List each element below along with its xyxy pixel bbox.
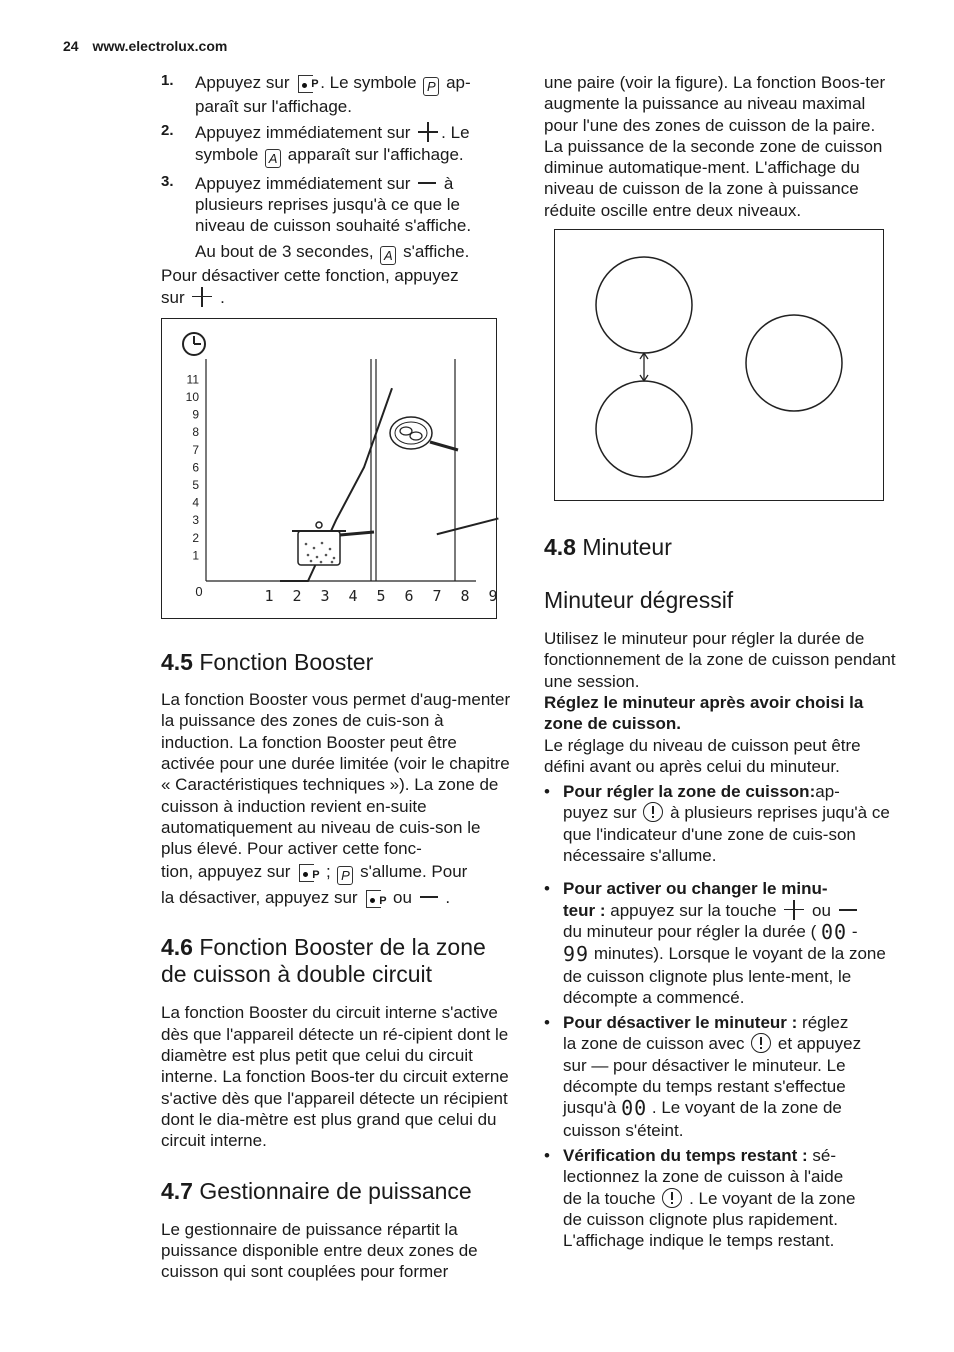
- right-column: [544, 72, 896, 1251]
- display-00: 00: [621, 1096, 648, 1121]
- p-symbol-icon: P: [423, 77, 439, 96]
- section-4-5-title: 4.5 Fonction Booster: [161, 649, 374, 676]
- section-4-8-title: 4.8 Minuteur: [544, 534, 672, 561]
- y-tick-label: 3: [192, 513, 199, 528]
- plus-icon: [192, 287, 212, 307]
- page-header: [63, 38, 237, 54]
- minus-icon: [420, 896, 438, 898]
- x-tick-label: 7: [432, 587, 442, 606]
- x-zero-label: 0: [195, 584, 203, 600]
- section-4-5-body: La fonction Booster vous permet d'aug-menter la puissance des zones de cuis-son à induction. La fonction Booster peut être activée pour une durée limitée (voir le chapitre « Caractéristiques techniques »). La zone de cuisson à induction revient en-suite automatiquement au niveau de cuis-son le plus élevé. Pour activer cette fonc-: [161, 690, 511, 859]
- chart-svg: [162, 319, 496, 618]
- display-00: 00: [820, 919, 848, 944]
- section-4-7-title: 4.7 Gestionnaire de puissance: [161, 1177, 472, 1204]
- x-tick-label: 5: [376, 587, 386, 606]
- y-tick-label: 9: [192, 407, 199, 422]
- step-2: 2. Appuyez immédiatement sur . Le symbole A apparaît sur l'affichage.: [161, 122, 470, 166]
- bullet-set-zone: • Pour régler la zone de cuisson:ap- puyez sur à plusieurs reprises juqu'à ce que l'indicateur d'une zone de cuis-son nécessaire s'allume.: [544, 781, 896, 866]
- site-url: www.electrolux.com: [92, 38, 228, 54]
- timer-note-bold: Réglez le minuteur après avoir choisi la zone de cuisson.: [544, 692, 864, 734]
- step-3: 3. Appuyez immédiatement sur à plusieurs reprises jusqu'à ce que le niveau de cuisson souhaité s'affiche.: [161, 172, 472, 236]
- booster-key-icon: P: [364, 888, 386, 907]
- step-number: 1.: [161, 72, 174, 89]
- timer-icon: [662, 1188, 682, 1208]
- deactivate-text: Pour désactiver cette fonction, appuyez sur .: [161, 266, 459, 307]
- step-number: 3.: [161, 172, 174, 190]
- timer-intro: Utilisez le minuteur pour régler la durée de fonctionnement de la zone de cuisson pendant une session.: [544, 629, 896, 691]
- section-4-6-body: La fonction Booster du circuit interne s'active dès que l'appareil détecte un ré-cipient dont le diamètre est plus petit que celui du circuit interne. La fonction Boos-ter du circuit externe s'active dès que l'appareil détecte un récipient dont le dia-mètre est plus grand que celui du circuit interne.: [161, 1003, 509, 1151]
- minus-icon: [418, 182, 436, 184]
- cooking-zones-figure: [554, 229, 884, 501]
- bullet-check-time: • Vérification du temps restant : sé- lectionnez la zone de cuisson à l'aide de la touche . Le voyant de la zone de cuisson clignote plus rapidement. L'affichage indique le temps restant.: [544, 1145, 896, 1251]
- x-tick-label: 6: [404, 587, 414, 606]
- minus-icon: [839, 909, 857, 911]
- y-tick-label: 7: [192, 442, 199, 457]
- x-tick-label: 9: [488, 587, 498, 606]
- timer-icon: [751, 1033, 771, 1053]
- a-symbol-icon: A: [380, 246, 396, 265]
- p-symbol-icon: P: [337, 866, 353, 885]
- booster-key-icon: P: [296, 73, 318, 92]
- plus-icon: [418, 122, 438, 142]
- x-tick-label: 2: [292, 587, 302, 606]
- step-number: 2.: [161, 122, 174, 140]
- y-tick-label: 6: [192, 460, 199, 475]
- y-tick-label: 11: [186, 372, 199, 387]
- y-tick-label: 1: [192, 548, 199, 563]
- double-arrow-icon: [640, 353, 648, 381]
- cooking-zone-bottom-left: [596, 381, 692, 477]
- left-column: [161, 72, 513, 1282]
- x-tick-label: 3: [320, 587, 330, 606]
- y-tick-label: 5: [192, 478, 199, 493]
- section-4-6-title: 4.6 Fonction Booster de la zone de cuisson à double circuit: [161, 934, 486, 988]
- power-curve: [437, 519, 499, 535]
- bullet-deactivate-timer: • Pour désactiver le minuteur : réglez la zone de cuisson avec et appuyez sur — pour désactiver le minuteur. Le décompte du temps restant s'effectue jusqu'à 00 . Le voyant de la zone de cuisson s'éteint.: [544, 1012, 896, 1141]
- x-tick-label: 8: [460, 587, 470, 606]
- plus-icon: [784, 900, 804, 920]
- y-tick-label: 2: [192, 530, 199, 545]
- x-tick-label: 4: [348, 587, 358, 606]
- countdown-timer-title: Minuteur dégressif: [544, 587, 734, 614]
- booster-key-icon: P: [297, 862, 319, 881]
- timer-icon: [643, 802, 663, 822]
- clock-icon: [183, 333, 205, 355]
- after-step-3: Au bout de 3 secondes, A s'affiche.: [195, 242, 470, 264]
- cooking-zone-top-left: [596, 257, 692, 353]
- power-management-continued: une paire (voir la figure). La fonction Boos-ter augmente la puissance au niveau maximal pour l'une des zones de cuisson de la paire. La puissance de la seconde zone de cuisson diminue automatique-ment. L'affichage du niveau de cuisson de la zone à puissance réduite oscille entre deux niveaux.: [544, 73, 886, 220]
- y-tick-label: 4: [192, 495, 199, 510]
- x-tick-label: 1: [264, 587, 274, 606]
- y-tick-label: 8: [192, 425, 199, 440]
- cooking-zone-right: [746, 315, 842, 411]
- section-4-7-body: Le gestionnaire de puissance répartit la puissance disponible entre deux zones de cuisson qui sont couplées pour former: [161, 1219, 478, 1282]
- y-tick-label: 10: [185, 390, 199, 405]
- timer-note: Le réglage du niveau de cuisson peut être défini avant ou après celui du minuteur.: [544, 735, 861, 776]
- section-4-5-line1: tion, appuyez sur P ; P s'allume. Pour: [161, 862, 468, 884]
- a-symbol-icon: A: [265, 149, 281, 168]
- booster-chart: [161, 318, 497, 619]
- section-4-5-line2: la désactiver, appuyez sur P ou .: [161, 888, 451, 908]
- cooking-zones-svg: [555, 230, 883, 500]
- bullet-activate-timer: • Pour activer ou changer le minu- teur : appuyez sur la touche ou du minuteur pour régler la durée ( 00 - 99 minutes). Lorsque le voyant de la zone de cuisson clignote plus lente-ment, le décompte a commencé.: [544, 878, 896, 1008]
- step-1: 1. Appuyez sur P . Le symbole P ap- paraît sur l'affichage.: [161, 72, 471, 116]
- page-number: 24: [63, 38, 79, 54]
- display-99: 99: [563, 942, 590, 967]
- frying-pan-icon: [390, 417, 458, 450]
